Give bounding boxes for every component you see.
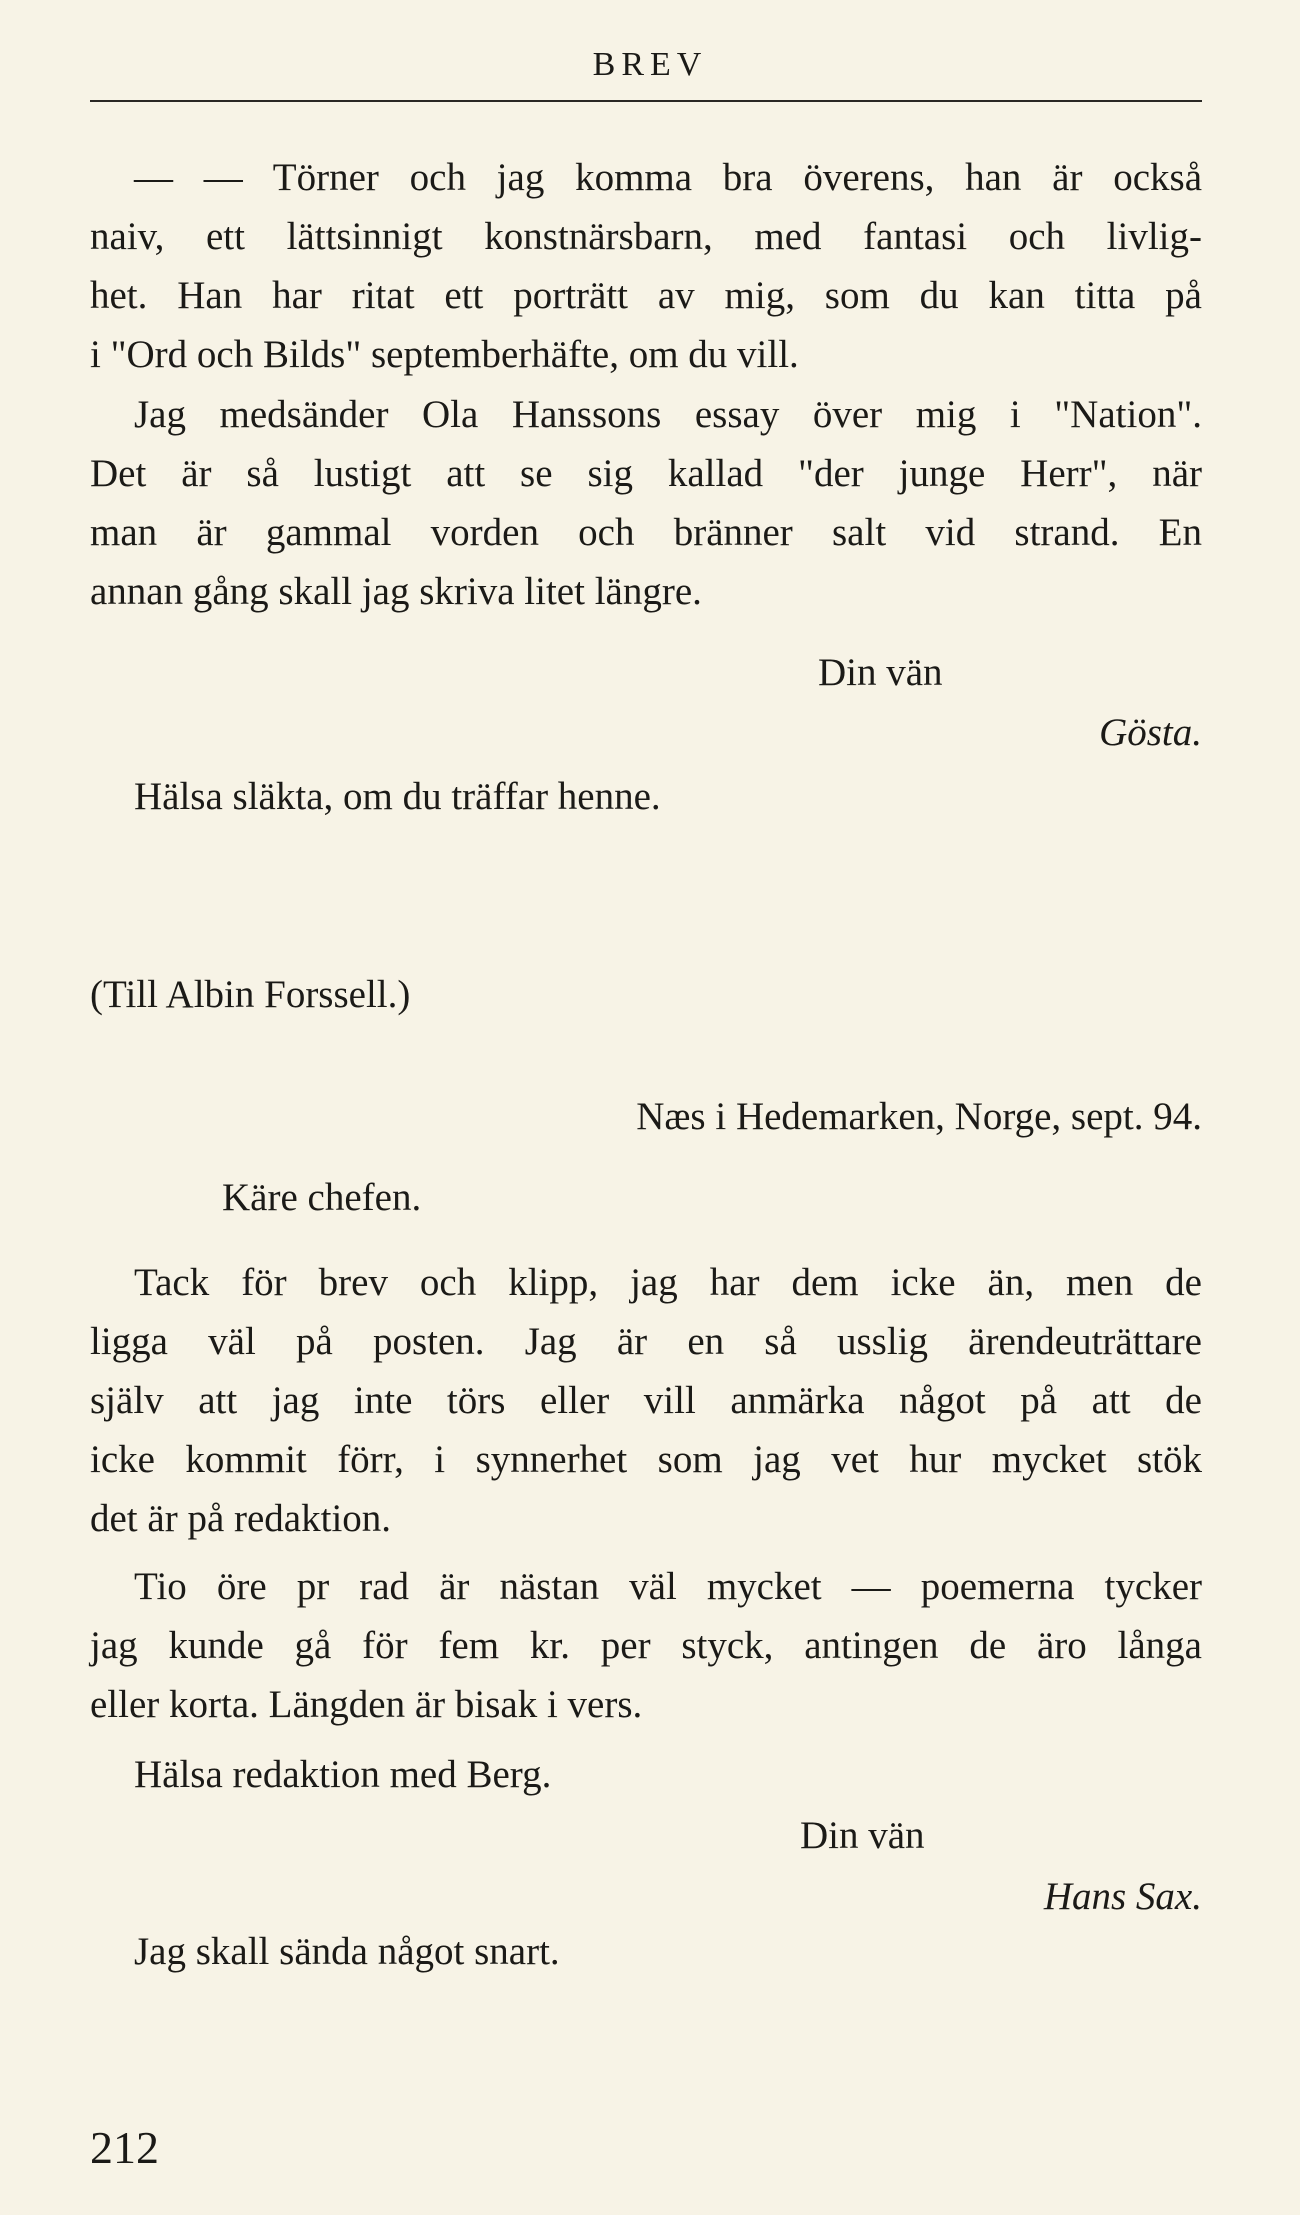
letter2-closing: Din vän <box>800 1814 925 1857</box>
letter1-paragraph2-cont <box>90 444 1202 621</box>
letter1-signature: Gösta. <box>1099 711 1202 754</box>
letter1-paragraph1-cont <box>90 207 1202 384</box>
letter2-paragraph1 <box>90 1253 1202 1312</box>
letter2-salutation: Käre chefen. <box>222 1176 422 1219</box>
letter2-paragraph1-cont <box>90 1312 1202 1548</box>
letter2-place-date: Næs i Hedemarken, Norge, sept. 94. <box>636 1095 1202 1138</box>
text-line: Jag medsänder Ola Hanssons essay över mig i "Nation". <box>134 393 1202 436</box>
text-line: icke kommit förr, i synnerhet som jag vet hur mycket stök <box>90 1438 1202 1481</box>
text-line: het. Han har ritat ett porträtt av mig, som du kan titta på <box>90 274 1202 317</box>
text-line: i "Ord och Bilds" septemberhäfte, om du vill. <box>90 333 799 376</box>
text-line: det är på redaktion. <box>90 1497 392 1540</box>
text-line: Tio öre pr rad är nästan väl mycket — poemerna tycker <box>134 1565 1202 1608</box>
letter2-greeting: Hälsa redaktion med Berg. <box>134 1753 552 1796</box>
text-line: naiv, ett lättsinnigt konstnärsbarn, med fantasi och livlig- <box>90 215 1202 258</box>
text-line: jag kunde gå för fem kr. per styck, antingen de äro långa <box>90 1624 1202 1667</box>
text-line: Tack för brev och klipp, jag har dem icke än, men de <box>134 1261 1202 1304</box>
text-line: eller korta. Längden är bisak i vers. <box>90 1683 643 1726</box>
text-line: Det är så lustigt att se sig kallad "der junge Herr", när <box>90 452 1202 495</box>
letter2-signature: Hans Sax. <box>1043 1875 1202 1918</box>
letter2-paragraph2-cont <box>90 1616 1202 1734</box>
letter2-paragraph2 <box>90 1557 1202 1616</box>
text-line: själv att jag inte törs eller vill anmärka något på att de <box>90 1379 1202 1422</box>
text-line: ligga väl på posten. Jag är en så usslig ärendeuträttare <box>90 1320 1202 1363</box>
text-line: — — Törner och jag komma bra överens, han är också <box>134 156 1202 199</box>
page-number: 212 <box>90 2122 159 2173</box>
header-rule <box>90 100 1202 102</box>
text-line: annan gång skall jag skriva litet längre. <box>90 570 702 613</box>
letter1-postscript: Hälsa släkta, om du träffar henne. <box>134 775 661 818</box>
letter2-recipient: (Till Albin Forssell.) <box>90 973 411 1016</box>
letter1-paragraph2 <box>90 385 1202 444</box>
letter1-closing: Din vän <box>818 651 943 694</box>
text-line: man är gammal vorden och bränner salt vid strand. En <box>90 511 1202 554</box>
letter2-postscript: Jag skall sända något snart. <box>134 1930 560 1973</box>
letter1-paragraph1 <box>90 148 1202 207</box>
running-header: BREV <box>592 46 708 83</box>
